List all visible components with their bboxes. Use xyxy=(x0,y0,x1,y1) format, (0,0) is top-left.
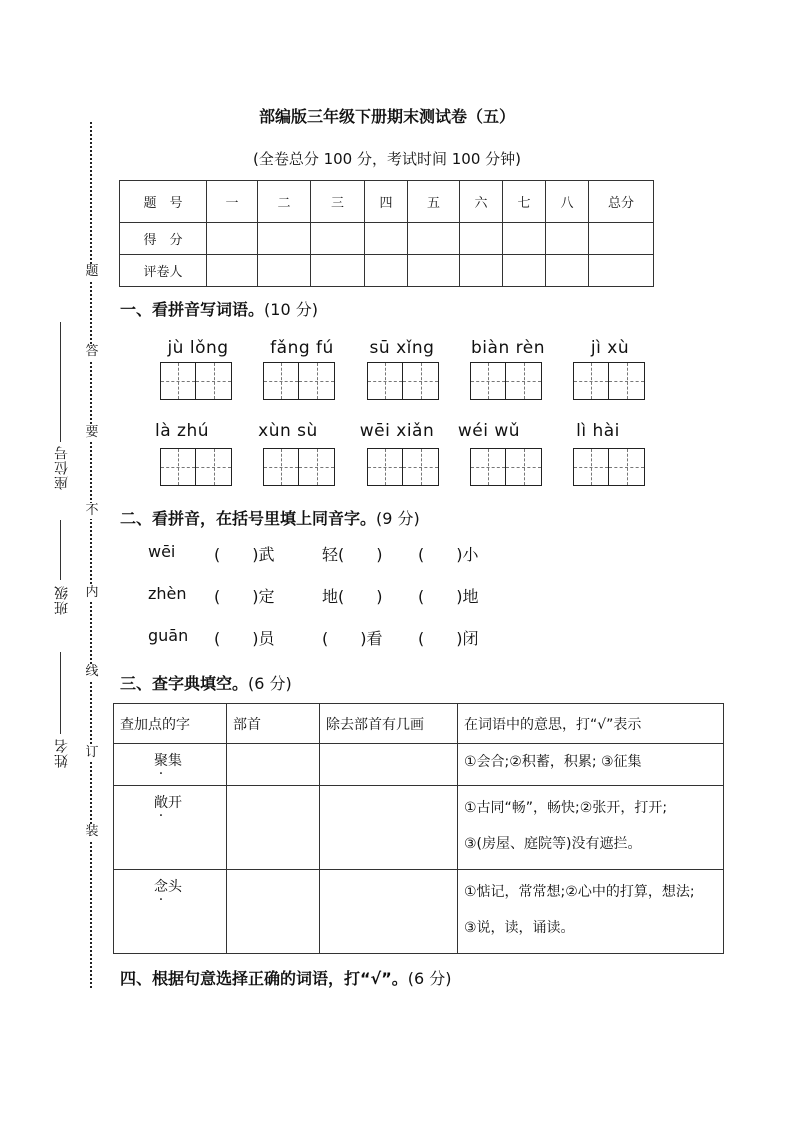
score-cell[interactable] xyxy=(460,223,503,255)
word-rest: 集 xyxy=(168,753,182,769)
dotted-char: 聚 xyxy=(154,753,168,769)
writing-box[interactable] xyxy=(573,448,645,486)
margin-char: 答 xyxy=(85,344,99,359)
class-label: 班级 xyxy=(54,585,70,615)
section1-title: 一、看拼音写词语。 xyxy=(120,300,265,319)
meaning-cell[interactable] xyxy=(458,786,724,870)
dict-header: 查加点的字 xyxy=(114,704,227,744)
pinyin-label: lì hài xyxy=(576,421,620,441)
writing-box[interactable] xyxy=(573,362,645,400)
writing-box[interactable] xyxy=(263,362,335,400)
margin-char: 内 xyxy=(85,585,99,600)
writing-box[interactable] xyxy=(160,448,232,486)
dotted-char: 敞 xyxy=(154,795,168,811)
radical-cell[interactable] xyxy=(227,870,320,954)
pinyin-label: xùn sù xyxy=(258,421,318,441)
pinyin-label: wéi wǔ xyxy=(457,421,521,441)
score-cell[interactable] xyxy=(503,255,546,287)
pinyin-label: fǎng fú xyxy=(270,338,334,358)
section1-points: (10 分) xyxy=(264,300,318,319)
homophone-blank[interactable]: ( )武 xyxy=(214,545,275,564)
section1-heading xyxy=(120,297,318,320)
score-header: 四 xyxy=(365,181,408,223)
dict-header: 在词语中的意思，打“√”表示 xyxy=(458,704,724,744)
pinyin-label: jì xù xyxy=(590,338,630,358)
writing-box[interactable] xyxy=(160,362,232,400)
section3-title: 三、查字典填空。 xyxy=(120,674,249,693)
homophone-blank[interactable]: 轻( ) xyxy=(322,545,383,564)
homophone-blank[interactable]: ( )员 xyxy=(214,629,275,648)
page-subtitle: (全卷总分 100 分，考试时间 100 分钟) xyxy=(252,150,522,168)
writing-box[interactable] xyxy=(470,448,542,486)
meaning-line: ③说，读，诵读。 xyxy=(464,920,575,936)
dict-header: 部首 xyxy=(227,704,320,744)
score-cell[interactable] xyxy=(589,255,654,287)
dict-word xyxy=(114,744,227,786)
binding-dotted-line xyxy=(90,122,92,988)
score-cell[interactable] xyxy=(546,223,589,255)
word-rest: 头 xyxy=(168,879,182,895)
page-title: 部编版三年级下册期末测试卷（五） xyxy=(258,107,515,126)
seat-number-label: 座位号 xyxy=(54,445,70,490)
strokes-cell[interactable] xyxy=(320,786,458,870)
score-cell[interactable] xyxy=(258,255,311,287)
section4-title: 四、根据句意选择正确的词语，打“√”。 xyxy=(120,969,408,988)
score-row-label: 评卷人 xyxy=(120,255,207,287)
dict-header: 除去部首有几画 xyxy=(320,704,458,744)
homophone-blank[interactable]: ( )看 xyxy=(322,629,383,648)
pinyin-label: biàn rèn xyxy=(471,338,545,358)
radical-cell[interactable] xyxy=(227,744,320,786)
writing-box[interactable] xyxy=(367,362,439,400)
score-row-label: 得 分 xyxy=(120,223,207,255)
pinyin-label: jù lǒng xyxy=(167,338,229,358)
margin-char: 不 xyxy=(85,503,99,518)
name-label: 姓名 xyxy=(54,738,70,768)
dotted-char: 念 xyxy=(154,879,168,895)
score-cell[interactable] xyxy=(589,223,654,255)
homophone-blank[interactable]: ( )闭 xyxy=(418,629,479,648)
score-cell[interactable] xyxy=(503,223,546,255)
seat-number-line xyxy=(60,322,61,442)
score-cell[interactable] xyxy=(311,255,365,287)
section3-heading xyxy=(120,671,292,694)
dict-word xyxy=(114,870,227,954)
meaning-cell[interactable] xyxy=(458,744,724,786)
homophone-blank[interactable]: 地( ) xyxy=(322,587,383,606)
pinyin-label: wēi xiǎn xyxy=(359,421,435,441)
radical-cell[interactable] xyxy=(227,786,320,870)
margin-char: 线 xyxy=(85,664,99,679)
meaning-line: ①古同“畅”，畅快;②张开，打开; xyxy=(464,800,668,816)
class-line xyxy=(60,520,61,580)
strokes-cell[interactable] xyxy=(320,870,458,954)
score-cell[interactable] xyxy=(460,255,503,287)
score-header: 总分 xyxy=(589,181,654,223)
section2-points: (9 分) xyxy=(376,509,420,528)
score-cell[interactable] xyxy=(207,223,258,255)
margin-char: 订 xyxy=(85,745,99,760)
pinyin-label: sū xǐng xyxy=(369,338,435,358)
writing-box[interactable] xyxy=(367,448,439,486)
score-cell[interactable] xyxy=(207,255,258,287)
section3-points: (6 分) xyxy=(248,674,292,693)
meaning-line: ①惦记，常常想;②心中的打算，想法; xyxy=(464,884,695,900)
score-header: 三 xyxy=(311,181,365,223)
meaning-line: ③(房屋、庭院等)没有遮拦。 xyxy=(464,836,642,852)
section2-title: 二、看拼音，在括号里填上同音字。 xyxy=(120,509,377,528)
pinyin-label: là zhú xyxy=(154,421,210,441)
dictionary-table xyxy=(113,703,724,954)
score-cell[interactable] xyxy=(258,223,311,255)
meaning-cell[interactable] xyxy=(458,870,724,954)
margin-char: 装 xyxy=(85,824,99,839)
homophone-blank[interactable]: ( )定 xyxy=(214,587,275,606)
margin-char: 要 xyxy=(85,425,99,440)
score-header: 题 号 xyxy=(120,181,207,223)
score-header: 七 xyxy=(503,181,546,223)
score-header: 一 xyxy=(207,181,258,223)
score-header: 六 xyxy=(460,181,503,223)
score-header: 二 xyxy=(258,181,311,223)
homophone-pinyin: zhèn xyxy=(148,584,187,603)
section4-points: (6 分) xyxy=(407,969,452,988)
name-line xyxy=(60,652,61,734)
homophone-pinyin: guān xyxy=(148,626,189,645)
homophone-pinyin: wēi xyxy=(148,542,176,561)
meaning-line: ①会合;②积蓄，积累; ③征集 xyxy=(464,754,642,770)
writing-box[interactable] xyxy=(263,448,335,486)
score-table xyxy=(119,180,654,287)
score-cell[interactable] xyxy=(365,223,408,255)
margin-char: 题 xyxy=(85,264,99,279)
score-header: 八 xyxy=(546,181,589,223)
score-cell[interactable] xyxy=(546,255,589,287)
section2-heading xyxy=(120,506,420,529)
score-cell[interactable] xyxy=(311,223,365,255)
score-cell[interactable] xyxy=(408,223,460,255)
score-cell[interactable] xyxy=(408,255,460,287)
dict-word xyxy=(114,786,227,870)
strokes-cell[interactable] xyxy=(320,744,458,786)
word-rest: 开 xyxy=(168,795,182,811)
homophone-blank[interactable]: ( )地 xyxy=(418,587,479,606)
homophone-blank[interactable]: ( )小 xyxy=(418,545,479,564)
writing-box[interactable] xyxy=(470,362,542,400)
section4-heading xyxy=(120,966,451,989)
score-cell[interactable] xyxy=(365,255,408,287)
score-header: 五 xyxy=(408,181,460,223)
